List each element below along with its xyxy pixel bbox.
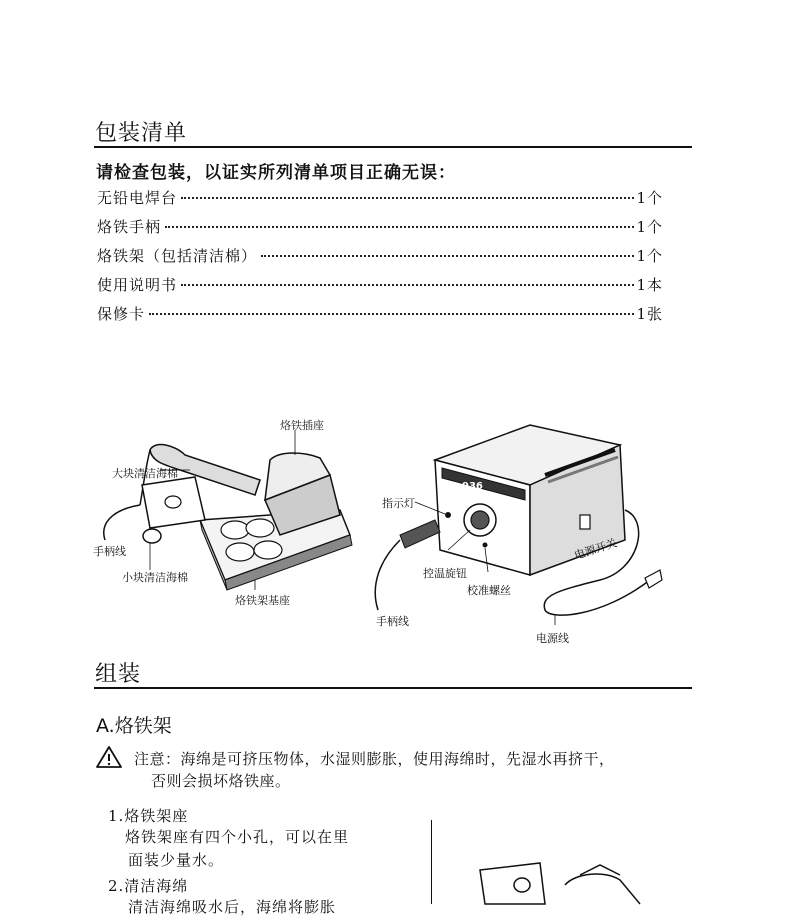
step2-title: 2.清洁海绵 <box>108 877 189 895</box>
packing-item-leader <box>181 197 634 199</box>
packing-heading: 包装清单 <box>95 121 188 146</box>
warning-triangle-icon <box>96 746 122 768</box>
warning-text-line2: 否则会损坏烙铁座。 <box>151 772 291 790</box>
assembly-rule <box>94 687 692 689</box>
label-large-sponge: 大块清洁海棉 <box>112 467 178 480</box>
packing-item-qty: 1本 <box>636 276 663 294</box>
soldering-station-drawing <box>370 420 660 640</box>
label-power-cord: 电源线 <box>536 632 569 645</box>
label-iron-socket: 烙铁插座 <box>280 419 324 432</box>
packing-intro: 请检查包装，以证实所列清单项目正确无误： <box>96 163 456 183</box>
label-station-handle-cord: 手柄线 <box>376 615 409 628</box>
packing-item-qty: 1张 <box>636 305 663 323</box>
packing-item-qty: 1个 <box>636 189 663 207</box>
packing-item-leader <box>181 284 634 286</box>
packing-item-name: 烙铁手柄 <box>97 218 162 236</box>
label-holder-handle-cord: 手柄线 <box>93 545 126 558</box>
packing-item <box>97 245 663 267</box>
packing-item <box>97 216 663 238</box>
label-small-sponge: 小块清洁海棉 <box>122 571 188 584</box>
packing-item-name: 无铅电焊台 <box>97 189 178 207</box>
label-calibration-screw: 校准螺丝 <box>467 584 511 597</box>
packing-item-leader <box>261 255 634 257</box>
packing-item-qty: 1个 <box>636 247 663 265</box>
packing-item <box>97 274 663 296</box>
warning-text-line1: 注意：海绵是可挤压物体，水湿则膨胀，使用海绵时，先湿水再挤干， <box>134 750 615 768</box>
packing-item-name: 使用说明书 <box>97 276 178 294</box>
assembly-heading: 组装 <box>95 662 142 687</box>
packing-item-qty: 1个 <box>636 218 663 236</box>
packing-item <box>97 187 663 209</box>
packing-item-leader <box>149 313 634 315</box>
iron-holder-partial-drawing <box>470 845 670 904</box>
label-power-switch: 电源开关 <box>572 536 619 563</box>
packing-item-name: 保修卡 <box>97 305 146 323</box>
step1-title: 1.烙铁架座 <box>108 807 189 825</box>
label-indicator: 指示灯 <box>382 497 415 510</box>
section-a-title: A.烙铁架 <box>96 715 172 737</box>
packing-rule <box>94 146 692 148</box>
station-model-label: 936 <box>462 481 483 492</box>
step1-line2: 面装少量水。 <box>128 851 225 869</box>
label-holder-base: 烙铁架基座 <box>235 594 290 607</box>
packing-item-name: 烙铁架（包括清洁棉） <box>97 247 258 265</box>
packing-item-leader <box>165 226 634 228</box>
packing-item <box>97 303 663 325</box>
step2-line1: 清洁海绵吸水后，海绵将膨胀 <box>128 898 337 916</box>
step1-line1: 烙铁架座有四个小孔，可以在里 <box>125 828 350 846</box>
column-divider <box>431 820 432 904</box>
iron-holder-drawing <box>90 410 380 620</box>
label-temp-knob: 控温旋钮 <box>423 567 467 580</box>
